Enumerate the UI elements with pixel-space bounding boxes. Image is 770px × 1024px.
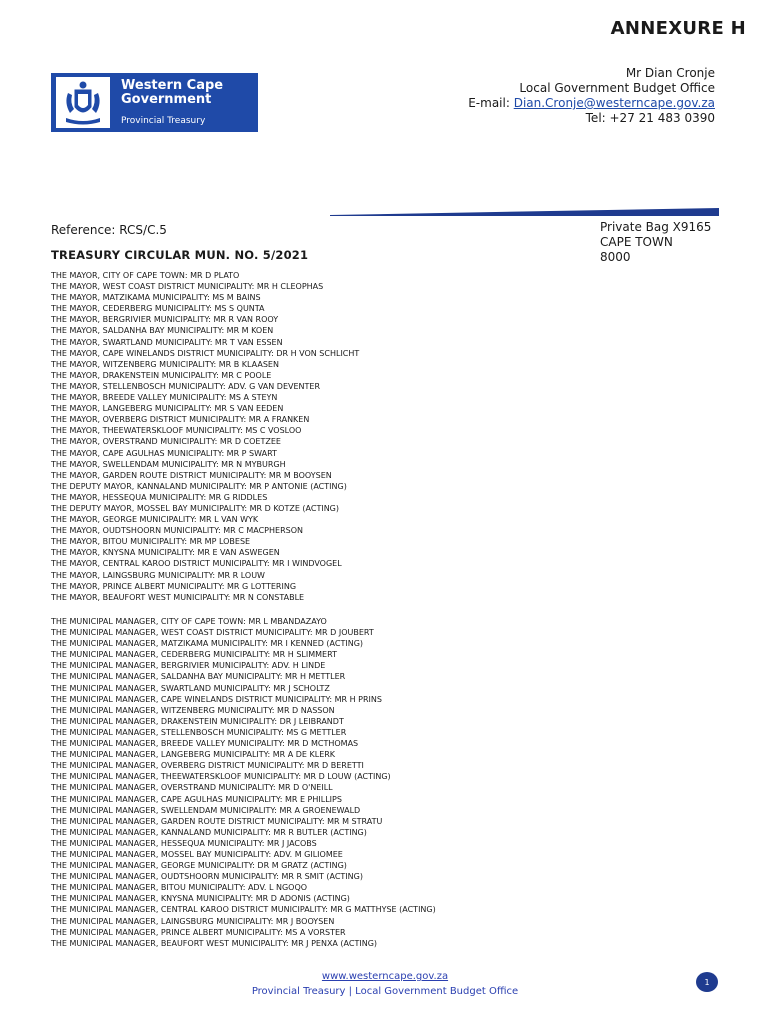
reference: Reference: RCS/C.5 — [51, 223, 167, 237]
manager-addressee: THE MUNICIPAL MANAGER, GEORGE MUNICIPALITY: DR M GRATZ (ACTING) — [51, 861, 347, 871]
mayor-addressee: THE MAYOR, WEST COAST DISTRICT MUNICIPALITY: MR H CLEOPHAS — [51, 282, 324, 292]
page-number-badge: 1 — [696, 972, 718, 992]
mayor-addressee: THE MAYOR, SWELLENDAM MUNICIPALITY: MR N MYBURGH — [51, 459, 286, 469]
manager-addressee: THE MUNICIPAL MANAGER, GARDEN ROUTE DISTRICT MUNICIPALITY: MR M STRATU — [51, 816, 383, 826]
mayor-addressee: THE MAYOR, BERGRIVIER MUNICIPALITY: MR R VAN ROOY — [51, 315, 279, 325]
logo-line-1: Western Cape — [121, 78, 224, 93]
mayor-addressee: THE MAYOR, OVERSTRAND MUNICIPALITY: MR D COETZEE — [51, 437, 281, 447]
header-divider — [330, 208, 719, 216]
manager-addressee: THE MUNICIPAL MANAGER, OUDTSHOORN MUNICIPALITY: MR R SMIT (ACTING) — [51, 872, 363, 882]
mayor-addressee: THE MAYOR, CAPE AGULHAS MUNICIPALITY: MR P SWART — [51, 448, 277, 458]
mayor-addressee: THE MAYOR, PRINCE ALBERT MUNICIPALITY: MR G LOTTERING — [51, 581, 297, 591]
manager-addressee: THE MUNICIPAL MANAGER, KANNALAND MUNICIPALITY: MR R BUTLER (ACTING) — [51, 827, 367, 837]
mayor-addressee: THE MAYOR, BEAUFORT WEST MUNICIPALITY: MR N CONSTABLE — [51, 592, 305, 602]
mayor-addressee: THE MAYOR, CENTRAL KAROO DISTRICT MUNICIPALITY: MR I WINDVOGEL — [51, 559, 342, 569]
contact-tel: Tel: +27 21 483 0390 — [585, 111, 715, 125]
manager-addressee: THE MUNICIPAL MANAGER, SWELLENDAM MUNICIPALITY: MR A GROENEWALD — [51, 805, 361, 815]
mayor-addressee: THE MAYOR, CEDERBERG MUNICIPALITY: MS S QUNTA — [51, 304, 265, 314]
manager-addressee: THE MUNICIPAL MANAGER, KNYSNA MUNICIPALITY: MR D ADONIS (ACTING) — [51, 894, 350, 904]
contact-name: Mr Dian Cronje — [625, 66, 715, 80]
manager-addressee: THE MUNICIPAL MANAGER, CEDERBERG MUNICIPALITY: MR H SLIMMERT — [51, 650, 337, 660]
address-line: 8000 — [600, 250, 631, 264]
address-line: CAPE TOWN — [600, 235, 673, 249]
mayor-addressee: THE MAYOR, OVERBERG DISTRICT MUNICIPALITY: MR A FRANKEN — [51, 415, 310, 425]
mayor-addressee: THE MAYOR, SALDANHA BAY MUNICIPALITY: MR M KOEN — [51, 326, 274, 336]
manager-addressee: THE MUNICIPAL MANAGER, WITZENBERG MUNICIPALITY: MR D NASSON — [51, 705, 335, 715]
municipal-managers-list — [51, 616, 436, 949]
contact-email-line — [468, 96, 715, 111]
manager-addressee: THE MUNICIPAL MANAGER, PRINCE ALBERT MUNICIPALITY: MS A VORSTER — [51, 927, 346, 937]
address-line: Private Bag X9165 — [600, 220, 712, 234]
contact-block — [468, 66, 715, 126]
manager-addressee: THE MUNICIPAL MANAGER, CAPE AGULHAS MUNICIPALITY: MR E PHILLIPS — [51, 794, 342, 804]
manager-addressee: THE MUNICIPAL MANAGER, STELLENBOSCH MUNICIPALITY: MS G METTLER — [51, 727, 347, 737]
mayor-addressee: THE MAYOR, STELLENBOSCH MUNICIPALITY: ADV. G VAN DEVENTER — [51, 381, 321, 391]
mayors-list — [51, 270, 359, 603]
manager-addressee: THE MUNICIPAL MANAGER, MOSSEL BAY MUNICIPALITY: ADV. M GILIOMEE — [51, 849, 343, 859]
mayor-addressee: THE MAYOR, SWARTLAND MUNICIPALITY: MR T VAN ESSEN — [51, 337, 283, 347]
annexure-heading: ANNEXURE H — [610, 18, 746, 39]
mayor-addressee: THE MAYOR, DRAKENSTEIN MUNICIPALITY: MR C POOLE — [51, 370, 272, 380]
manager-addressee: THE MUNICIPAL MANAGER, SALDANHA BAY MUNICIPALITY: MR H METTLER — [51, 672, 346, 682]
manager-addressee: THE MUNICIPAL MANAGER, CITY OF CAPE TOWN: MR L MBANDAZAYO — [51, 617, 327, 626]
mayor-addressee: THE MAYOR, KNYSNA MUNICIPALITY: MR E VAN ASWEGEN — [51, 548, 280, 558]
mayor-addressee: THE MAYOR, LAINGSBURG MUNICIPALITY: MR R LOUW — [51, 570, 265, 580]
manager-addressee: THE MUNICIPAL MANAGER, BERGRIVIER MUNICIPALITY: ADV. H LINDE — [51, 661, 326, 671]
manager-addressee: THE MUNICIPAL MANAGER, BEAUFORT WEST MUNICIPALITY: MR J PENXA (ACTING) — [51, 938, 378, 948]
manager-addressee: THE MUNICIPAL MANAGER, BREEDE VALLEY MUNICIPALITY: MR D MCTHOMAS — [51, 739, 359, 749]
manager-addressee: THE MUNICIPAL MANAGER, OVERBERG DISTRICT MUNICIPALITY: MR D BERETTI — [51, 761, 364, 771]
manager-addressee: THE MUNICIPAL MANAGER, WEST COAST DISTRICT MUNICIPALITY: MR D JOUBERT — [51, 628, 374, 638]
footer — [0, 969, 770, 999]
manager-addressee: THE MUNICIPAL MANAGER, LAINGSBURG MUNICIPALITY: MR J BOOYSEN — [51, 916, 335, 926]
logo-line-3: Provincial Treasury — [121, 116, 206, 126]
manager-addressee: THE MUNICIPAL MANAGER, OVERSTRAND MUNICIPALITY: MR D O'NEILL — [51, 783, 333, 793]
manager-addressee: THE MUNICIPAL MANAGER, DRAKENSTEIN MUNICIPALITY: DR J LEIBRANDT — [51, 716, 344, 726]
manager-addressee: THE MUNICIPAL MANAGER, HESSEQUA MUNICIPALITY: MR J JACOBS — [51, 838, 317, 848]
wc-government-logo — [51, 73, 258, 132]
contact-office: Local Government Budget Office — [519, 81, 715, 95]
mayor-addressee: THE MAYOR, HESSEQUA MUNICIPALITY: MR G RIDDLES — [51, 492, 268, 502]
mayor-addressee: THE MAYOR, OUDTSHOORN MUNICIPALITY: MR C MACPHERSON — [51, 526, 303, 536]
mayor-addressee: THE MAYOR, BREEDE VALLEY MUNICIPALITY: MS A STEYN — [51, 393, 278, 403]
email-link[interactable]: Dian.Cronje@westerncape.gov.za — [513, 96, 715, 110]
manager-addressee: THE MUNICIPAL MANAGER, SWARTLAND MUNICIPALITY: MR J SCHOLTZ — [51, 683, 330, 693]
logo-line-2: Government — [121, 92, 212, 107]
mayor-addressee: THE MAYOR, WITZENBERG MUNICIPALITY: MR B KLAASEN — [51, 359, 279, 369]
coat-of-arms-icon — [56, 77, 110, 128]
mayor-addressee: THE MAYOR, BITOU MUNICIPALITY: MR MP LOBESE — [51, 537, 251, 547]
mayor-addressee: THE MAYOR, THEEWATERSKLOOF MUNICIPALITY: MS C VOSLOO — [51, 426, 302, 436]
circular-title: TREASURY CIRCULAR MUN. NO. 5/2021 — [51, 248, 309, 262]
manager-addressee: THE MUNICIPAL MANAGER, THEEWATERSKLOOF MUNICIPALITY: MR D LOUW (ACTING) — [51, 772, 391, 782]
mayor-addressee: THE MAYOR, MATZIKAMA MUNICIPALITY: MS M BAINS — [51, 293, 261, 303]
mayor-addressee: THE MAYOR, GEORGE MUNICIPALITY: MR L VAN WYK — [51, 515, 259, 525]
mayor-addressee: THE MAYOR, LANGEBERG MUNICIPALITY: MR S VAN EEDEN — [51, 404, 284, 414]
manager-addressee: THE MUNICIPAL MANAGER, CENTRAL KAROO DISTRICT MUNICIPALITY: MR G MATTHYSE (ACTING) — [51, 905, 436, 915]
manager-addressee: THE MUNICIPAL MANAGER, MATZIKAMA MUNICIPALITY: MR I KENNED (ACTING) — [51, 639, 364, 649]
footer-website-link[interactable]: www.westerncape.gov.za — [321, 971, 449, 982]
mayor-addressee: THE MAYOR, CAPE WINELANDS DISTRICT MUNICIPALITY: DR H VON SCHLICHT — [51, 348, 360, 358]
mayor-addressee: THE MAYOR, CITY OF CAPE TOWN: MR D PLATO — [51, 271, 240, 280]
mayor-addressee: THE DEPUTY MAYOR, MOSSEL BAY MUNICIPALITY: MR D KOTZE (ACTING) — [51, 503, 339, 513]
footer-text: Provincial Treasury | Local Government Budget Office — [251, 986, 519, 997]
manager-addressee: THE MUNICIPAL MANAGER, BITOU MUNICIPALITY: ADV. L NGOQO — [51, 883, 308, 893]
mayor-addressee: THE DEPUTY MAYOR, KANNALAND MUNICIPALITY: MR P ANTONIE (ACTING) — [51, 481, 347, 491]
email-label: E-mail: — [468, 96, 514, 110]
manager-addressee: THE MUNICIPAL MANAGER, LANGEBERG MUNICIPALITY: MR A DE KLERK — [51, 750, 336, 760]
mayor-addressee: THE MAYOR, GARDEN ROUTE DISTRICT MUNICIPALITY: MR M BOOYSEN — [51, 470, 332, 480]
manager-addressee: THE MUNICIPAL MANAGER, CAPE WINELANDS DISTRICT MUNICIPALITY: MR H PRINS — [51, 694, 382, 704]
postal-address — [600, 220, 711, 265]
